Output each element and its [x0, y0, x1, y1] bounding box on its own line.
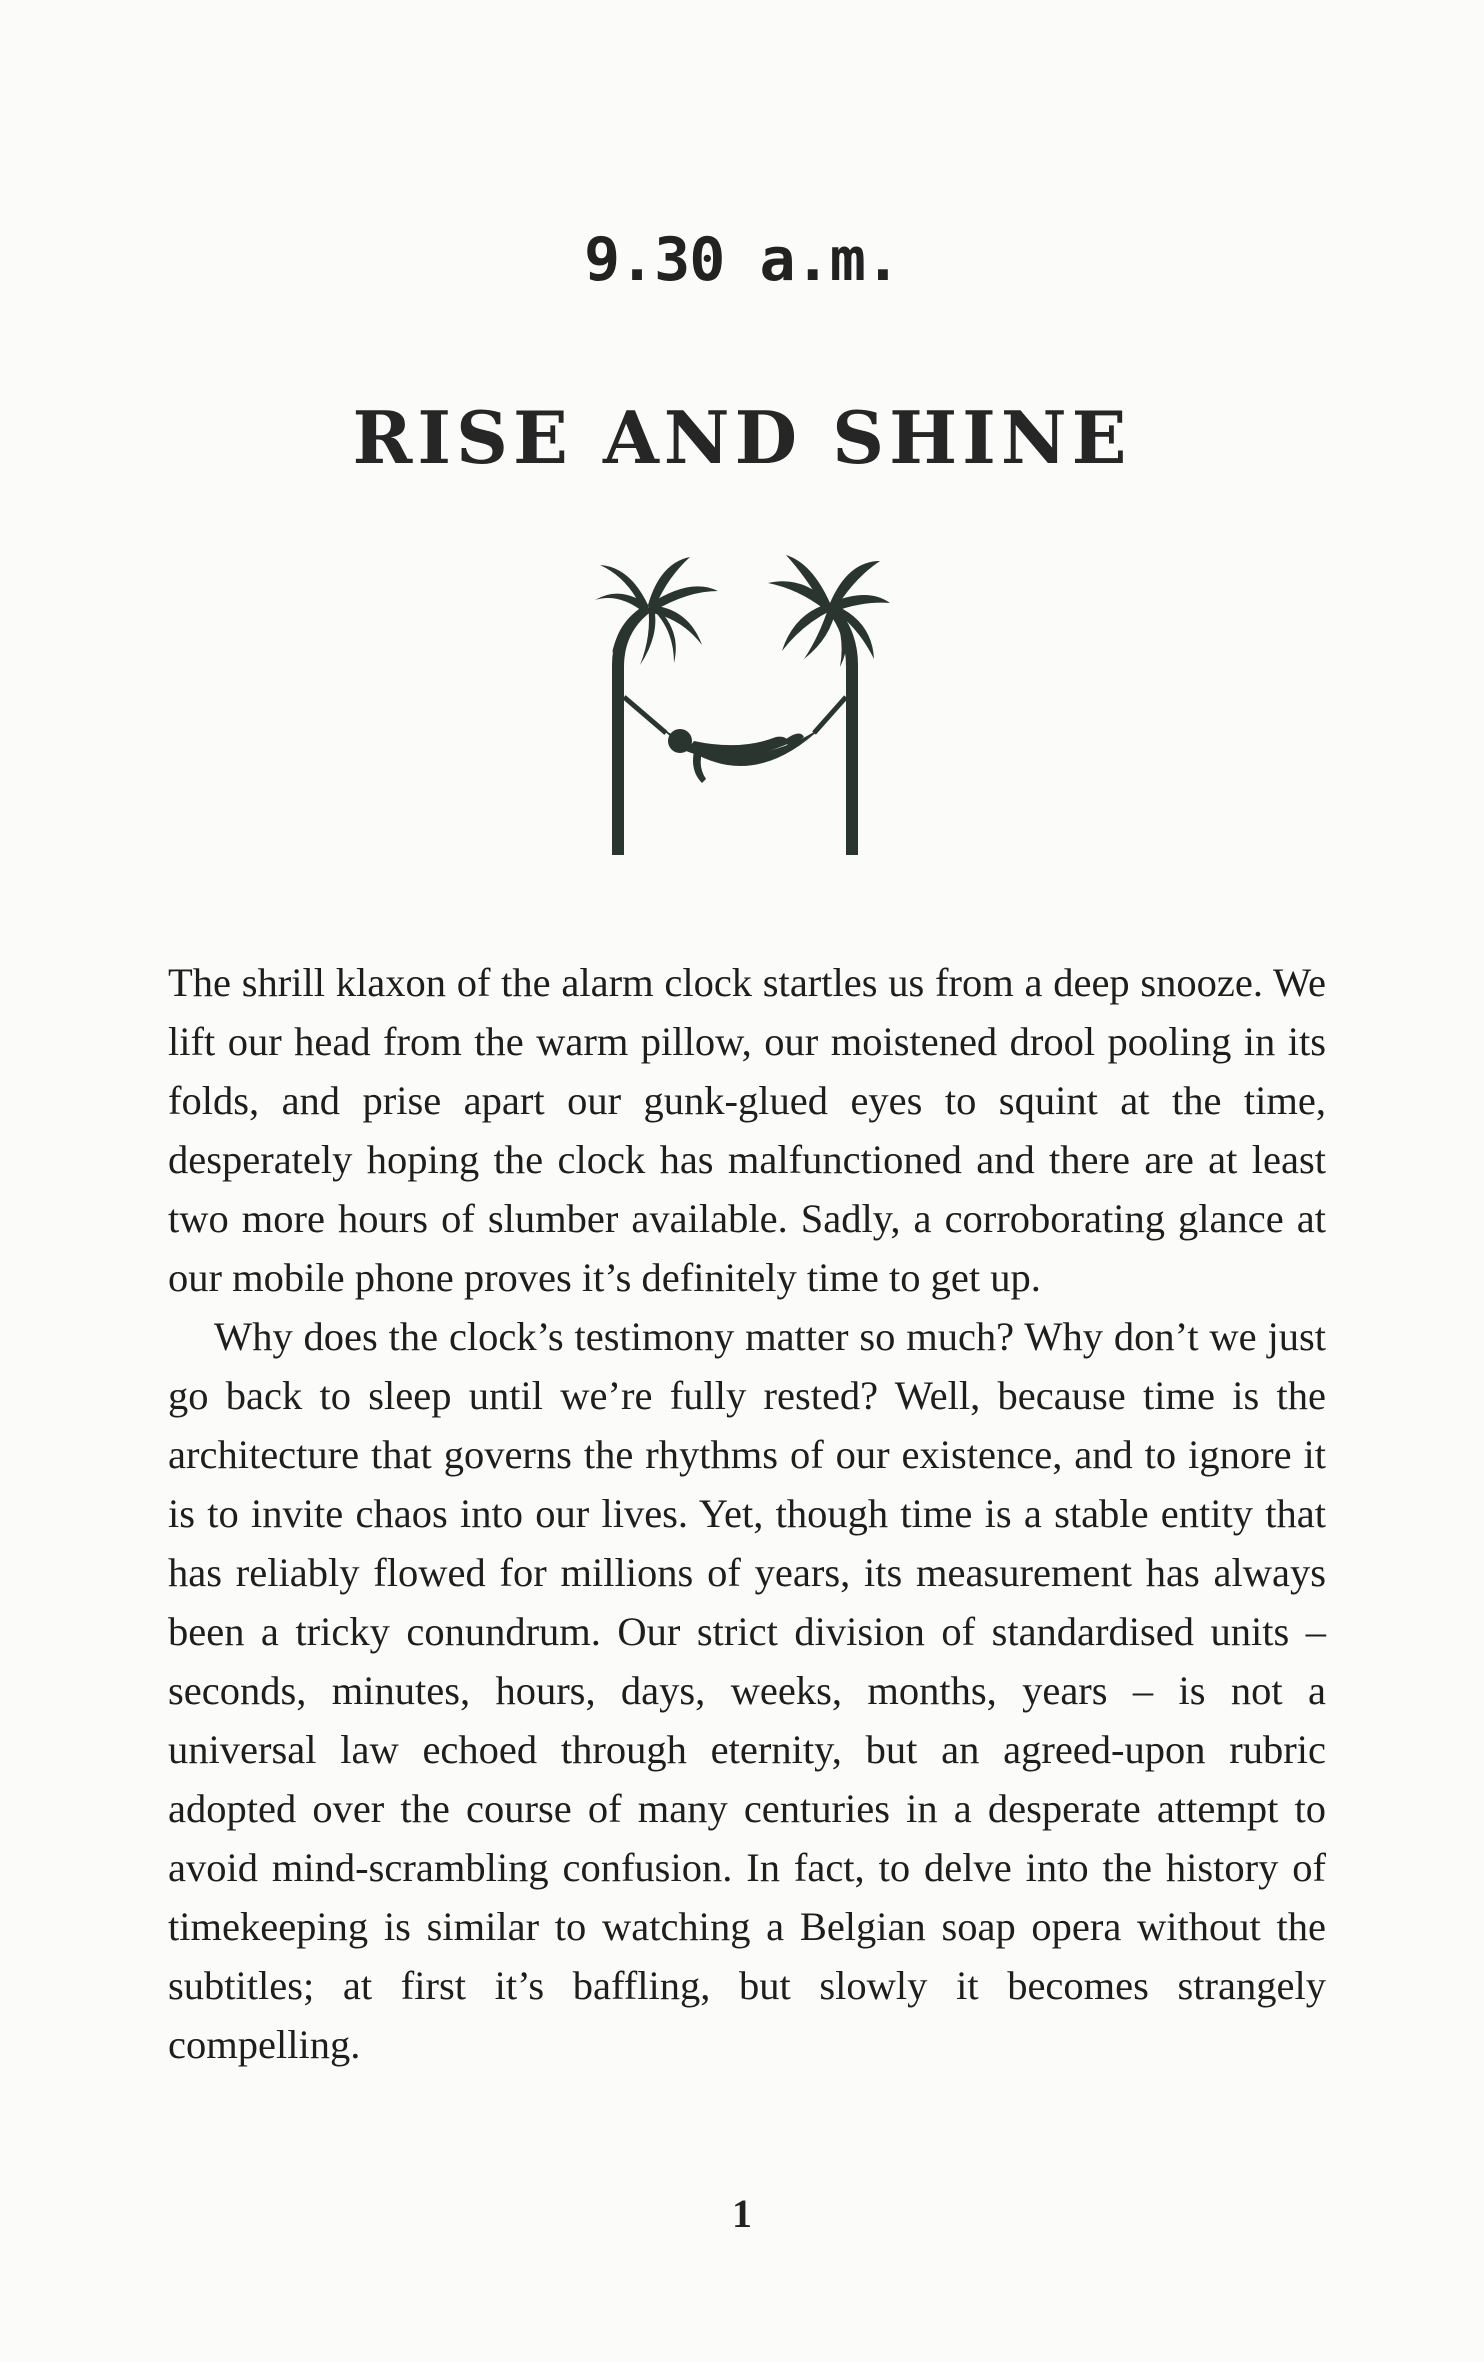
chapter-title: RISE AND SHINE: [352, 395, 1132, 480]
paragraph-1: The shrill klaxon of the alarm clock startles us from a deep snooze. We lift our head from the warm pillow, our moistened drool pooling in its folds, and prise apart our gunk-glued eyes to squint at the time, desperately hoping the clock has malfunctioned and there are at least two more hours of slumber available. Sadly, a corroborating glance at our mobile phone proves it’s definitely time to get up.: [168, 960, 1326, 1300]
right-palm-fronds: [768, 555, 890, 667]
left-palm-fronds: [595, 557, 718, 665]
sleeping-figure: [668, 729, 804, 783]
page-number: 1: [732, 2191, 752, 2236]
time-heading: 9.30 a.m.: [583, 225, 901, 295]
paragraph-2: Why does the clock’s testimony matter so much? Why don’t we just go back to sleep until we’re fully rested? Well, because time is the architecture that governs the rhythms of our existence, and to ignore it is to invite chaos into our lives. Yet, though time is a stable entity that has reliably flowed for millions of years, its measurement has always been a tricky conundrum. Our strict division of standardised units – seconds, minutes, hours, days, weeks, months, years – is not a universal law echoed through eternity, but an agreed-upon rubric adopted over the course of many centuries in a desperate attempt to avoid mind-scrambling confusion. In fact, to delve into the history of timekeeping is similar to watching a Belgian soap opera without the subtitles; at first it’s baffling, but slowly it becomes strangely compelling.: [168, 1314, 1326, 2067]
chapter-body: [168, 953, 1326, 2074]
hammock-ropes: [624, 697, 846, 733]
palm-trees-hammock-icon: [590, 555, 890, 860]
